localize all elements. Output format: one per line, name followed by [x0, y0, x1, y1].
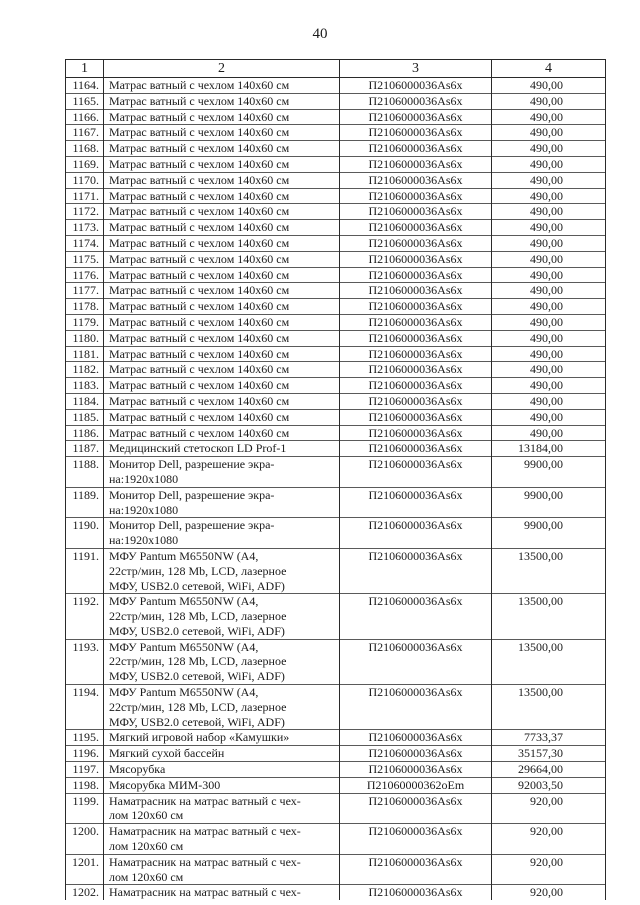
item-name: Матрас ватный с чехлом 140х60 см	[104, 78, 340, 94]
row-number: 1167.	[66, 125, 104, 141]
item-price: 490,00	[492, 235, 606, 251]
item-name: Мясорубка МИМ-300	[104, 777, 340, 793]
item-price: 490,00	[492, 109, 606, 125]
row-number: 1182.	[66, 362, 104, 378]
table-row	[66, 487, 606, 518]
item-price: 9900,00	[492, 518, 606, 549]
item-price: 490,00	[492, 362, 606, 378]
item-price: 490,00	[492, 283, 606, 299]
table-row	[66, 362, 606, 378]
item-name: Матрас ватный с чехлом 140х60 см	[104, 283, 340, 299]
inventory-code: П2106000036Аs6х	[340, 425, 492, 441]
inventory-code: П2106000036Аs6х	[340, 93, 492, 109]
item-name: МФУ Pantum M6550NW (A4, 22стр/мин, 128 Mb, LCD, лазерное МФУ, USB2.0 сетевой, WiFi, ADF)	[104, 594, 340, 639]
table-row	[66, 330, 606, 346]
inventory-code: П2106000036Аs6х	[340, 283, 492, 299]
item-price: 490,00	[492, 251, 606, 267]
table-row	[66, 441, 606, 457]
inventory-code: П2106000036Аs6х	[340, 854, 492, 885]
row-number: 1184.	[66, 393, 104, 409]
inventory-code: П2106000036Аs6х	[340, 685, 492, 730]
row-number: 1185.	[66, 409, 104, 425]
row-number: 1178.	[66, 299, 104, 315]
item-price: 920,00	[492, 824, 606, 855]
item-price: 490,00	[492, 188, 606, 204]
table-row	[66, 639, 606, 684]
row-number: 1193.	[66, 639, 104, 684]
item-price: 490,00	[492, 409, 606, 425]
table-row	[66, 393, 606, 409]
item-name: Матрас ватный с чехлом 140х60 см	[104, 188, 340, 204]
page-number: 40	[312, 26, 328, 42]
item-name: Монитор Dell, разрешение экра- на:1920х1080	[104, 457, 340, 488]
row-number: 1194.	[66, 685, 104, 730]
item-price: 13500,00	[492, 685, 606, 730]
table-row	[66, 125, 606, 141]
header-col-4: 4	[492, 60, 606, 78]
table-row	[66, 409, 606, 425]
table-row	[66, 762, 606, 778]
table-row	[66, 793, 606, 824]
item-name: Матрас ватный с чехлом 140х60 см	[104, 204, 340, 220]
table-row	[66, 730, 606, 746]
table-row	[66, 204, 606, 220]
row-number: 1177.	[66, 283, 104, 299]
row-number: 1165.	[66, 93, 104, 109]
table-row	[66, 141, 606, 157]
item-name: Монитор Dell, разрешение экра- на:1920х1080	[104, 487, 340, 518]
row-number: 1189.	[66, 487, 104, 518]
item-price: 920,00	[492, 854, 606, 885]
inventory-code: П2106000036Аs6х	[340, 441, 492, 457]
row-number: 1192.	[66, 594, 104, 639]
row-number: 1187.	[66, 441, 104, 457]
inventory-code: П2106000036Аs6х	[340, 746, 492, 762]
inventory-code: П2106000036Аs6х	[340, 125, 492, 141]
row-number: 1172.	[66, 204, 104, 220]
item-price: 9900,00	[492, 487, 606, 518]
row-number: 1196.	[66, 746, 104, 762]
row-number: 1186.	[66, 425, 104, 441]
item-price: 13500,00	[492, 548, 606, 593]
item-price: 490,00	[492, 314, 606, 330]
row-number: 1190.	[66, 518, 104, 549]
row-number: 1183.	[66, 378, 104, 394]
item-name: Наматрасник на матрас ватный с чех- лом 120х60 см	[104, 793, 340, 824]
item-name: Матрас ватный с чехлом 140х60 см	[104, 156, 340, 172]
inventory-code: П2106000036Аs6х	[340, 518, 492, 549]
table-row	[66, 777, 606, 793]
row-number: 1166.	[66, 109, 104, 125]
item-price: 92003,50	[492, 777, 606, 793]
inventory-code: П2106000036Аs6х	[340, 251, 492, 267]
item-name: Матрас ватный с чехлом 140х60 см	[104, 109, 340, 125]
row-number: 1180.	[66, 330, 104, 346]
inventory-code: П2106000036Аs6х	[340, 378, 492, 394]
inventory-code: П2106000036Аs6х	[340, 639, 492, 684]
table-row	[66, 251, 606, 267]
row-number: 1168.	[66, 141, 104, 157]
table-row	[66, 109, 606, 125]
inventory-code: П2106000036Аs6х	[340, 457, 492, 488]
item-name: Матрас ватный с чехлом 140х60 см	[104, 362, 340, 378]
item-price: 920,00	[492, 793, 606, 824]
header-col-1: 1	[66, 60, 104, 78]
inventory-code: П2106000036Аs6х	[340, 204, 492, 220]
item-name: Матрас ватный с чехлом 140х60 см	[104, 93, 340, 109]
item-price: 490,00	[492, 172, 606, 188]
item-price: 29664,00	[492, 762, 606, 778]
row-number: 1188.	[66, 457, 104, 488]
row-number: 1195.	[66, 730, 104, 746]
row-number: 1200.	[66, 824, 104, 855]
row-number: 1202.	[66, 885, 104, 900]
inventory-code: П2106000036Аs6х	[340, 141, 492, 157]
inventory-code: П2106000036Аs6х	[340, 362, 492, 378]
item-price: 13500,00	[492, 594, 606, 639]
table-row	[66, 685, 606, 730]
table-row	[66, 746, 606, 762]
item-price: 490,00	[492, 330, 606, 346]
inventory-code: П2106000036Аs6х	[340, 548, 492, 593]
item-price: 490,00	[492, 393, 606, 409]
table-row	[66, 93, 606, 109]
inventory-code: П2106000036Аs6х	[340, 78, 492, 94]
inventory-code: П2106000036Аs6х	[340, 393, 492, 409]
item-name: Медицинский стетоскоп LD Prof-1	[104, 441, 340, 457]
table-row	[66, 457, 606, 488]
item-name: Матрас ватный с чехлом 140х60 см	[104, 251, 340, 267]
table-row	[66, 283, 606, 299]
table-header	[66, 60, 606, 78]
item-name: Матрас ватный с чехлом 140х60 см	[104, 393, 340, 409]
item-name: Матрас ватный с чехлом 140х60 см	[104, 141, 340, 157]
item-price: 920,00	[492, 885, 606, 900]
item-price: 490,00	[492, 220, 606, 236]
inventory-code: П21060000362оЕm	[340, 777, 492, 793]
row-number: 1197.	[66, 762, 104, 778]
row-number: 1201.	[66, 854, 104, 885]
inventory-code: П2106000036Аs6х	[340, 299, 492, 315]
item-price: 13500,00	[492, 639, 606, 684]
row-number: 1164.	[66, 78, 104, 94]
item-name: МФУ Pantum M6550NW (A4, 22стр/мин, 128 Mb, LCD, лазерное МФУ, USB2.0 сетевой, WiFi, ADF)	[104, 639, 340, 684]
item-price: 490,00	[492, 299, 606, 315]
row-number: 1181.	[66, 346, 104, 362]
table-row	[66, 188, 606, 204]
header-col-3: 3	[340, 60, 492, 78]
inventory-code: П2106000036Аs6х	[340, 235, 492, 251]
table-row	[66, 854, 606, 885]
inventory-code: П2106000036Аs6х	[340, 824, 492, 855]
table-row	[66, 594, 606, 639]
inventory-code: П2106000036Аs6х	[340, 793, 492, 824]
item-price: 490,00	[492, 156, 606, 172]
row-number: 1171.	[66, 188, 104, 204]
item-name: Мягкий сухой бассейн	[104, 746, 340, 762]
table-row	[66, 346, 606, 362]
table-row	[66, 314, 606, 330]
item-name: Матрас ватный с чехлом 140х60 см	[104, 125, 340, 141]
item-price: 490,00	[492, 141, 606, 157]
header-row	[66, 60, 606, 78]
item-price: 490,00	[492, 425, 606, 441]
item-name: Мясорубка	[104, 762, 340, 778]
inventory-code: П2106000036Аs6х	[340, 109, 492, 125]
item-price: 490,00	[492, 378, 606, 394]
item-name: Матрас ватный с чехлом 140х60 см	[104, 299, 340, 315]
table-row	[66, 378, 606, 394]
item-name: Наматрасник на матрас ватный с чех-	[104, 885, 340, 900]
item-name: Матрас ватный с чехлом 140х60 см	[104, 172, 340, 188]
item-name: Матрас ватный с чехлом 140х60 см	[104, 235, 340, 251]
inventory-code: П2106000036Аs6х	[340, 346, 492, 362]
item-price: 490,00	[492, 125, 606, 141]
table-row	[66, 299, 606, 315]
table-row	[66, 824, 606, 855]
header-col-2: 2	[104, 60, 340, 78]
item-price: 35157,30	[492, 746, 606, 762]
table-row	[66, 78, 606, 94]
item-price: 490,00	[492, 204, 606, 220]
item-name: Мягкий игровой набор «Камушки»	[104, 730, 340, 746]
item-price: 490,00	[492, 267, 606, 283]
item-name: Матрас ватный с чехлом 140х60 см	[104, 330, 340, 346]
row-number: 1170.	[66, 172, 104, 188]
item-name: Матрас ватный с чехлом 140х60 см	[104, 267, 340, 283]
inventory-code: П2106000036Аs6х	[340, 762, 492, 778]
item-price: 490,00	[492, 78, 606, 94]
item-price: 490,00	[492, 93, 606, 109]
item-name: Матрас ватный с чехлом 140х60 см	[104, 220, 340, 236]
inventory-code: П2106000036Аs6х	[340, 172, 492, 188]
inventory-table	[65, 59, 606, 900]
row-number: 1175.	[66, 251, 104, 267]
item-name: Матрас ватный с чехлом 140х60 см	[104, 409, 340, 425]
item-name: МФУ Pantum M6550NW (A4, 22стр/мин, 128 Mb, LCD, лазерное МФУ, USB2.0 сетевой, WiFi, ADF)	[104, 548, 340, 593]
inventory-code: П2106000036Аs6х	[340, 409, 492, 425]
row-number: 1179.	[66, 314, 104, 330]
table-row	[66, 548, 606, 593]
row-number: 1173.	[66, 220, 104, 236]
table-row	[66, 220, 606, 236]
row-number: 1169.	[66, 156, 104, 172]
table-row	[66, 518, 606, 549]
table-row	[66, 425, 606, 441]
table-row	[66, 267, 606, 283]
inventory-code: П2106000036Аs6х	[340, 188, 492, 204]
item-price: 7733,37	[492, 730, 606, 746]
inventory-code: П2106000036Аs6х	[340, 730, 492, 746]
table-row	[66, 235, 606, 251]
inventory-code: П2106000036Аs6х	[340, 314, 492, 330]
table-row	[66, 172, 606, 188]
inventory-code: П2106000036Аs6х	[340, 885, 492, 900]
table-row	[66, 156, 606, 172]
item-name: Матрас ватный с чехлом 140х60 см	[104, 314, 340, 330]
row-number: 1198.	[66, 777, 104, 793]
inventory-code: П2106000036Аs6х	[340, 156, 492, 172]
inventory-code: П2106000036Аs6х	[340, 330, 492, 346]
item-name: МФУ Pantum M6550NW (A4, 22стр/мин, 128 Mb, LCD, лазерное МФУ, USB2.0 сетевой, WiFi, ADF)	[104, 685, 340, 730]
item-price: 13184,00	[492, 441, 606, 457]
item-name: Наматрасник на матрас ватный с чех- лом 120х60 см	[104, 824, 340, 855]
item-name: Наматрасник на матрас ватный с чех- лом 120х60 см	[104, 854, 340, 885]
row-number: 1191.	[66, 548, 104, 593]
row-number: 1199.	[66, 793, 104, 824]
item-name: Матрас ватный с чехлом 140х60 см	[104, 346, 340, 362]
inventory-code: П2106000036Аs6х	[340, 220, 492, 236]
inventory-code: П2106000036Аs6х	[340, 267, 492, 283]
item-name: Монитор Dell, разрешение экра- на:1920х1080	[104, 518, 340, 549]
table-row	[66, 885, 606, 900]
item-price: 9900,00	[492, 457, 606, 488]
table-body	[66, 78, 606, 901]
item-name: Матрас ватный с чехлом 140х60 см	[104, 378, 340, 394]
item-name: Матрас ватный с чехлом 140х60 см	[104, 425, 340, 441]
inventory-code: П2106000036Аs6х	[340, 487, 492, 518]
row-number: 1174.	[66, 235, 104, 251]
row-number: 1176.	[66, 267, 104, 283]
inventory-code: П2106000036Аs6х	[340, 594, 492, 639]
item-price: 490,00	[492, 346, 606, 362]
